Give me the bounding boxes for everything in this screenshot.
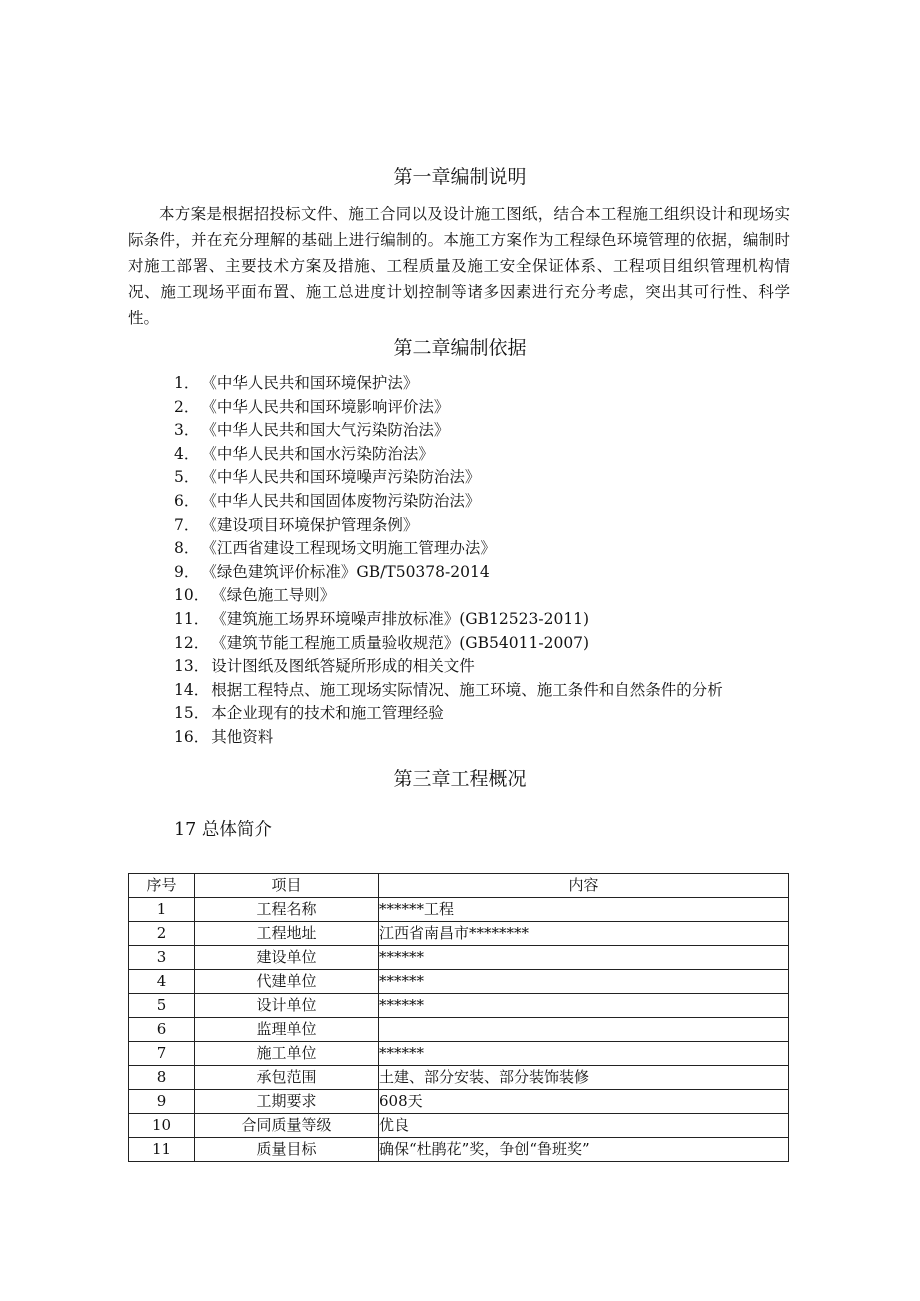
cell-item: 工期要求 <box>195 1090 379 1114</box>
list-item-number: 11． <box>174 609 210 628</box>
cell-content: 土建、部分安装、部分装饰装修 <box>379 1066 789 1090</box>
list-item-text: 根据工程特点、施工现场实际情况、施工环境、施工条件和自然条件的分析 <box>211 680 723 699</box>
cell-no: 8 <box>129 1066 195 1090</box>
list-item <box>174 537 814 561</box>
table-row <box>129 994 789 1018</box>
cell-no: 4 <box>129 970 195 994</box>
list-item-text: 《绿色施工导则》 <box>211 586 336 605</box>
cell-no: 5 <box>129 994 195 1018</box>
list-item <box>174 679 814 703</box>
list-item-text: 《绿色建筑评价标准》GB/T50378-2014 <box>201 562 490 581</box>
list-item-number: 8． <box>174 539 200 558</box>
cell-content: 608天 <box>379 1090 789 1114</box>
cell-content: 江西省南昌市******** <box>379 922 789 946</box>
cell-content: 确保“杜鹃花”奖，争创“鲁班奖” <box>379 1138 789 1162</box>
list-item <box>174 443 814 467</box>
header-no: 序号 <box>129 874 195 898</box>
cell-no: 10 <box>129 1114 195 1138</box>
cell-no: 3 <box>129 946 195 970</box>
list-item-number: 13． <box>174 657 210 676</box>
cell-no: 2 <box>129 922 195 946</box>
list-item-text: 《建筑节能工程施工质量验收规范》(GB54011-2007) <box>211 633 590 652</box>
list-item <box>174 584 814 608</box>
cell-content: 优良 <box>379 1114 789 1138</box>
list-item-text: 《中华人民共和国大气污染防治法》 <box>201 421 450 440</box>
cell-no: 1 <box>129 898 195 922</box>
cell-content: ****** <box>379 970 789 994</box>
cell-item: 监理单位 <box>195 1018 379 1042</box>
list-item <box>174 466 814 490</box>
list-item-number: 4． <box>174 444 200 463</box>
list-item-number: 1． <box>174 374 200 392</box>
list-item-text: 《中华人民共和国固体废物污染防治法》 <box>201 491 481 510</box>
cell-no: 7 <box>129 1042 195 1066</box>
list-item <box>174 372 814 396</box>
list-item-text: 本企业现有的技术和施工管理经验 <box>211 704 444 723</box>
table-row <box>129 1138 789 1162</box>
list-item-text: 《中华人民共和国环境保护法》 <box>201 374 419 392</box>
list-item <box>174 655 814 679</box>
cell-content <box>379 1018 789 1042</box>
chapter1-title: 第一章编制说明 <box>393 166 527 188</box>
cell-item: 建设单位 <box>195 946 379 970</box>
list-item-text: 其他资料 <box>211 727 274 746</box>
table-row <box>129 1042 789 1066</box>
list-item <box>174 419 814 443</box>
list-item-number: 15． <box>174 704 210 723</box>
list-item-text: 《中华人民共和国环境影响评价法》 <box>201 397 450 416</box>
cell-no: 6 <box>129 1018 195 1042</box>
cell-content: ****** <box>379 946 789 970</box>
table-row <box>129 1066 789 1090</box>
project-overview-table <box>128 873 789 1162</box>
list-item-number: 12． <box>174 633 210 652</box>
table-row <box>129 1090 789 1114</box>
reference-list <box>174 372 814 750</box>
list-item <box>174 396 814 420</box>
cell-content: ******工程 <box>379 898 789 922</box>
list-item-text: 设计图纸及图纸答疑所形成的相关文件 <box>211 657 475 676</box>
cell-item: 施工单位 <box>195 1042 379 1066</box>
chapter3-title: 第三章工程概况 <box>393 768 527 790</box>
list-item-number: 7． <box>174 515 200 534</box>
section-subheading: 17 总体简介 <box>174 820 272 840</box>
list-item-text: 《中华人民共和国环境噪声污染防治法》 <box>201 468 481 487</box>
chapter2-title: 第二章编制依据 <box>393 337 527 359</box>
list-item <box>174 490 814 514</box>
list-item <box>174 632 814 656</box>
list-item-number: 2． <box>174 397 200 416</box>
cell-item: 承包范围 <box>195 1066 379 1090</box>
cell-no: 11 <box>129 1138 195 1162</box>
cell-no: 9 <box>129 1090 195 1114</box>
cell-item: 合同质量等级 <box>195 1114 379 1138</box>
list-item <box>174 726 814 750</box>
list-item-text: 《建设项目环境保护管理条例》 <box>201 515 419 534</box>
chapter1-paragraph: 本方案是根据招投标文件、施工合同以及设计施工图纸，结合本工程施工组织设计和现场实际条件，并在充分理解的基础上进行编制的。本施工方案作为工程绿色环境管理的依据，编制时对施工部署、主要技术方案及措施、工程质量及施工安全保证体系、工程项目组织管理机构情况、施工现场平面布置、施工总进度计划控制等诸多因素进行充分考虑，突出其可行性、科学性。 <box>128 205 790 327</box>
table-row <box>129 898 789 922</box>
cell-content: ****** <box>379 1042 789 1066</box>
table-header-row <box>129 874 789 898</box>
table-row <box>129 946 789 970</box>
list-item-number: 14． <box>174 680 210 699</box>
cell-item: 质量目标 <box>195 1138 379 1162</box>
header-item: 项目 <box>195 874 379 898</box>
list-item <box>174 608 814 632</box>
cell-item: 工程地址 <box>195 922 379 946</box>
list-item-text: 《中华人民共和国水污染防治法》 <box>201 444 434 463</box>
cell-item: 工程名称 <box>195 898 379 922</box>
table-row <box>129 922 789 946</box>
cell-item: 设计单位 <box>195 994 379 1018</box>
cell-item: 代建单位 <box>195 970 379 994</box>
list-item <box>174 514 814 538</box>
list-item-text: 《建筑施工场界环境噪声排放标准》(GB12523-2011) <box>211 609 590 628</box>
list-item-number: 6． <box>174 491 200 510</box>
list-item-number: 10． <box>174 586 210 605</box>
list-item-text: 《江西省建设工程现场文明施工管理办法》 <box>201 539 496 558</box>
table-row <box>129 1114 789 1138</box>
list-item-number: 5． <box>174 468 200 487</box>
table-row <box>129 970 789 994</box>
list-item-number: 9． <box>174 562 200 581</box>
list-item-number: 16． <box>174 727 210 746</box>
cell-content: ****** <box>379 994 789 1018</box>
header-content: 内容 <box>379 874 789 898</box>
list-item <box>174 561 814 585</box>
list-item-number: 3． <box>174 421 200 440</box>
list-item <box>174 702 814 726</box>
table-row <box>129 1018 789 1042</box>
